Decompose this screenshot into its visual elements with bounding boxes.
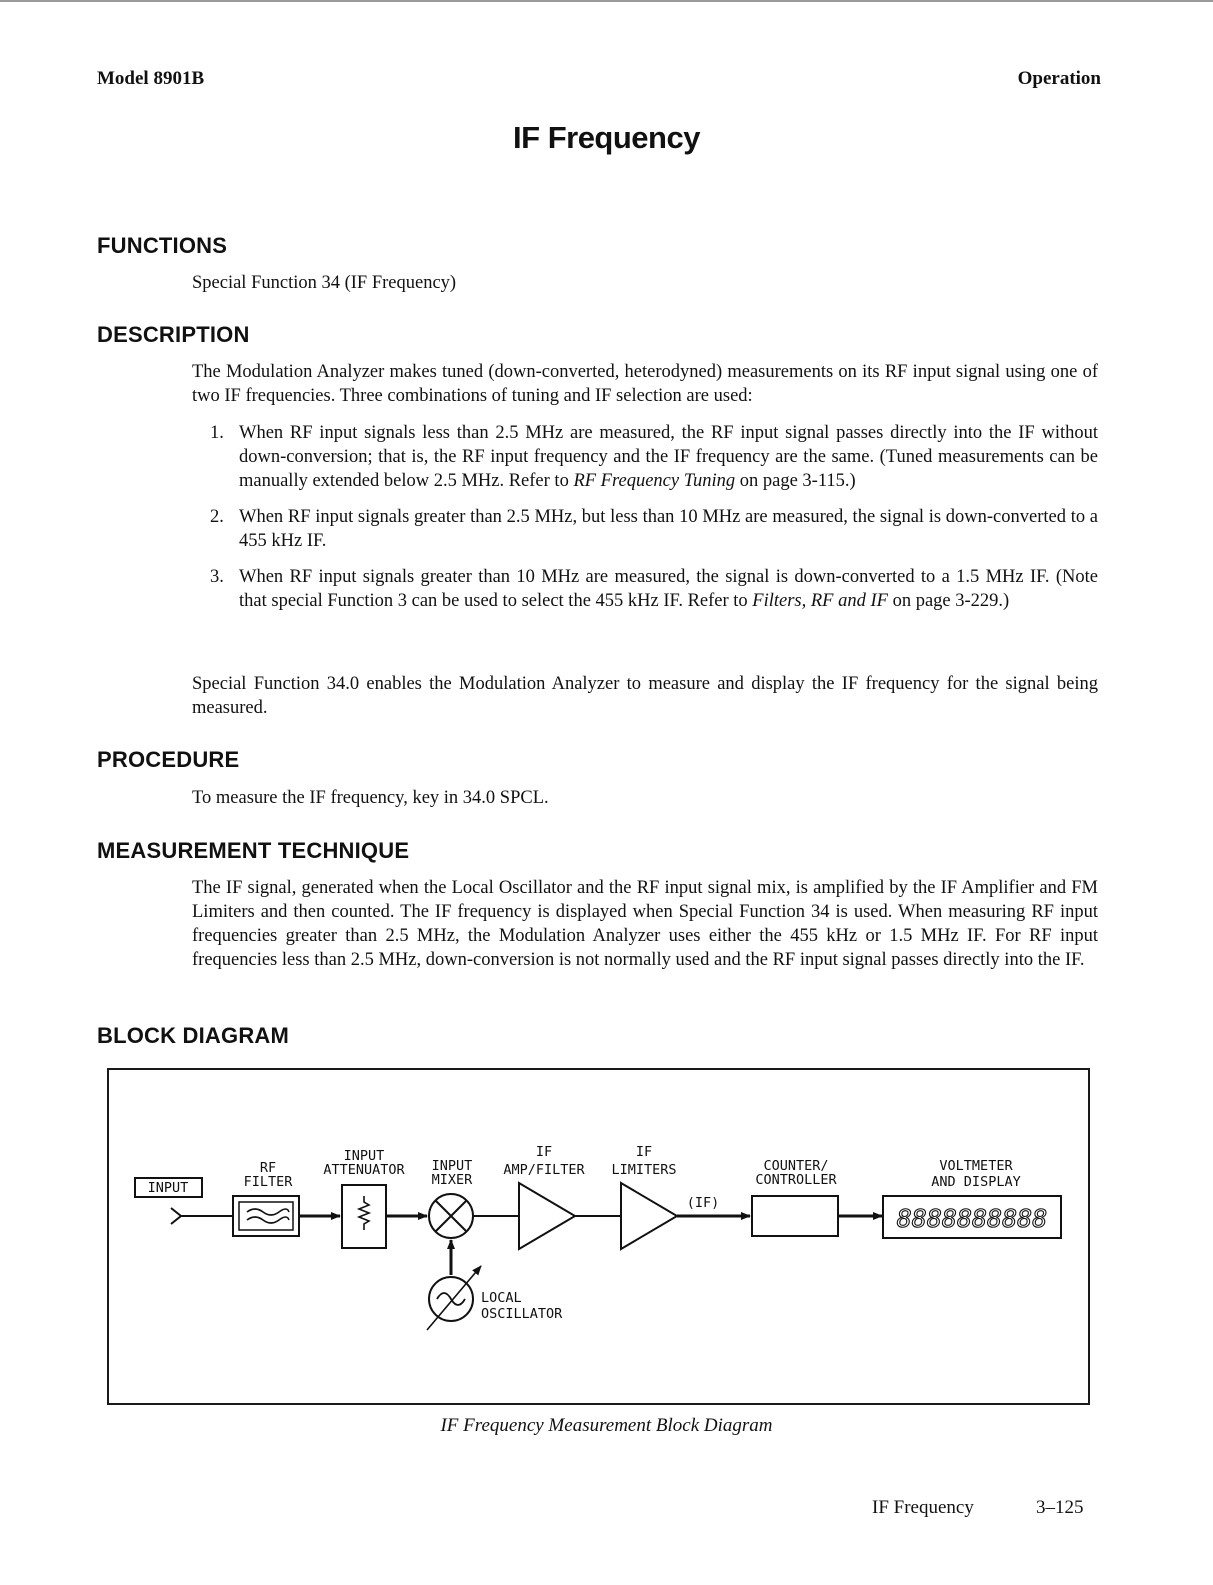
attenuator-label-2: ATTENUATOR (323, 1162, 405, 1178)
list-item (210, 505, 1098, 553)
procedure-heading: PROCEDURE (97, 747, 240, 772)
input-connector-icon (171, 1208, 181, 1224)
functions-heading: FUNCTIONS (97, 233, 228, 258)
attenuator-label-1: INPUT (343, 1148, 385, 1164)
list-item (210, 421, 1098, 493)
resistor-icon (359, 1196, 369, 1230)
limiters-label-1: IF (635, 1144, 653, 1160)
functions-text: Special Function 34 (IF Frequency) (192, 273, 457, 293)
if-amp-label-2: AMP/FILTER (503, 1162, 585, 1178)
mixer-label-1: INPUT (431, 1158, 473, 1174)
list-item-text: When RF input signals greater than 10 MHz are measured, the signal is down-converted to a 1.5 MHz IF. (Note that special Function 3 can be used to select the 455 kHz IF. Refer to (239, 567, 1098, 611)
seven-segment-display: 8888888888 (896, 1204, 1048, 1233)
if-signal-tag: (IF) (686, 1195, 720, 1211)
counter-label-2: CONTROLLER (755, 1172, 837, 1188)
footer-page-number: 3–125 (1036, 1497, 1084, 1518)
attenuator-block (342, 1185, 386, 1248)
description-closing: Special Function 34.0 enables the Modulation Analyzer to measure and display the IF frequency for the signal being measured. (192, 674, 1098, 718)
local-oscillator-label-1: LOCAL (481, 1290, 522, 1306)
local-oscillator-label-2: OSCILLATOR (481, 1306, 563, 1322)
description-list (210, 421, 1098, 625)
rf-filter-label-2: FILTER (243, 1174, 293, 1190)
if-amplifier-icon (519, 1183, 575, 1249)
filter-symbol-icon (247, 1209, 289, 1215)
header-model: Model 8901B (97, 68, 205, 89)
if-amp-label-1: IF (535, 1144, 553, 1160)
page-title: IF Frequency (513, 120, 700, 155)
rf-filter-label-1: RF (259, 1160, 277, 1176)
block-diagram (107, 1068, 1090, 1405)
voltmeter-label-2: AND DISPLAY (931, 1174, 1021, 1190)
description-heading: DESCRIPTION (97, 322, 250, 347)
technique-heading: MEASUREMENT TECHNIQUE (97, 838, 410, 863)
technique-text: The IF signal, generated when the Local Oscillator and the RF input signal mix, is amplified by the IF Amplifier and FM Limiters and then counted. The IF frequency is displayed when Special Function 34 is used. When measuring RF input frequencies greater than 2.5 MHz, the Modulation Analyzer uses either the 455 kHz or 1.5 MHz IF. For RF input frequencies less than 2.5 MHz, down-conversion is not normally used and the RF input signal passes directly into the IF. (192, 878, 1098, 970)
list-item-number: 3. (210, 567, 224, 587)
list-item-text: When RF input signals greater than 2.5 MHz, but less than 10 MHz are measured, the signal is down-converted to a 455 kHz IF. (239, 507, 1098, 551)
limiters-label-2: LIMITERS (611, 1162, 677, 1178)
counter-controller-block (752, 1196, 838, 1236)
cross-reference-link[interactable]: Filters, RF and IF (752, 591, 888, 611)
footer-page-title: IF Frequency (872, 1497, 974, 1518)
list-item (210, 565, 1098, 613)
voltmeter-label-1: VOLTMETER (939, 1158, 1013, 1174)
if-limiter-icon (621, 1183, 677, 1249)
page-top-rule (0, 0, 1213, 2)
list-item-number: 1. (210, 423, 224, 443)
counter-label-1: COUNTER/ (763, 1158, 829, 1174)
mixer-label-2: MIXER (431, 1172, 473, 1188)
diagram-caption: IF Frequency Measurement Block Diagram (440, 1415, 773, 1436)
block-diagram-heading: BLOCK DIAGRAM (97, 1023, 290, 1048)
list-item-text-end: on page 3-229.) (887, 591, 1010, 611)
list-item-number: 2. (210, 507, 224, 527)
list-item-text: When RF input signals less than 2.5 MHz are measured, the RF input signal passes directly into the IF without down-conversion; that is, the RF input frequency and the IF frequency are the same. (Tuned measurements can be manually extended below 2.5 MHz. Refer to (239, 423, 1098, 491)
input-label: INPUT (147, 1180, 189, 1196)
procedure-text: To measure the IF frequency, key in 34.0 SPCL. (192, 788, 549, 808)
cross-reference-link[interactable]: RF Frequency Tuning (573, 471, 736, 491)
list-item-text-end: on page 3-115.) (735, 471, 856, 491)
description-intro: The Modulation Analyzer makes tuned (down-converted, heterodyned) measurements on its RF input signal using one of two IF frequencies. Three combinations of tuning and IF selection are used: (192, 362, 1098, 406)
header-section: Operation (1017, 68, 1101, 89)
